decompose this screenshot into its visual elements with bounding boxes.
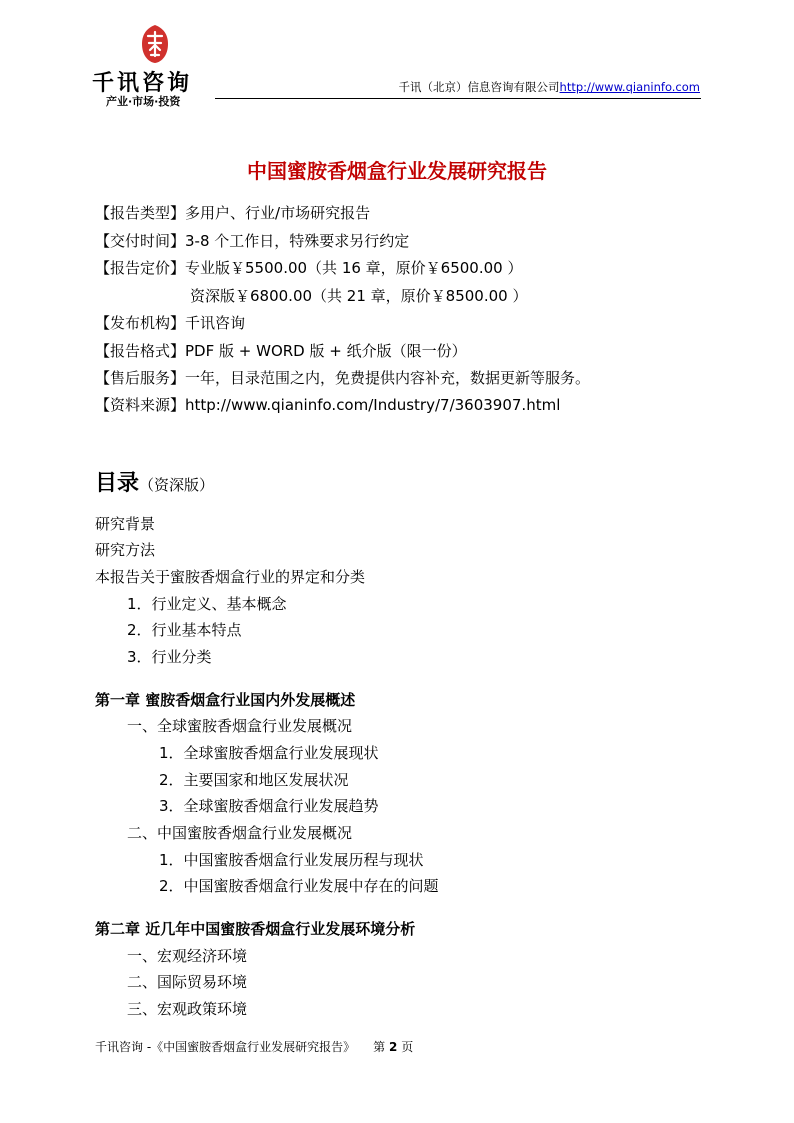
page-number (373, 1040, 413, 1054)
toc-item: 研究背景 (95, 515, 156, 533)
info-price (95, 258, 522, 278)
report-title: 中国蜜胺香烟盒行业发展研究报告 (247, 159, 547, 183)
page-num: 2 (389, 1040, 398, 1054)
info-value: 一年，目录范围之内，免费提供内容补充，数据更新等服务。 (185, 369, 591, 387)
info-label: 【报告格式】 (95, 342, 186, 360)
toc-item: 2．主要国家和地区发展状况 (159, 771, 349, 789)
info-value-deep: 资深版￥6800.00（共 21 章，原价￥8500.00 ） (190, 287, 528, 305)
toc-item: 1．全球蜜胺香烟盒行业发展现状 (159, 744, 379, 762)
toc-item: 1．中国蜜胺香烟盒行业发展历程与现状 (159, 851, 424, 869)
toc-item: 一、全球蜜胺香烟盒行业发展概况 (127, 717, 353, 735)
info-format (95, 341, 467, 361)
toc-heading (95, 466, 214, 497)
logo-name: 千讯咨询 (92, 71, 193, 96)
page-footer (95, 1038, 413, 1055)
toc-item: 一、宏观经济环境 (127, 947, 248, 965)
toc-item: 2．行业基本特点 (127, 621, 242, 639)
toc-item: 研究方法 (95, 541, 156, 559)
page-suffix: 页 (401, 1040, 414, 1054)
info-value: 3-8 个工作日，特殊要求另行约定 (185, 232, 410, 250)
info-value: 千讯咨询 (185, 314, 246, 332)
info-report-type (95, 203, 370, 223)
info-value: 多用户、行业/市场研究报告 (185, 204, 371, 222)
toc-title-suffix: （资深版） (139, 476, 215, 494)
info-label: 【报告定价】 (95, 259, 186, 277)
toc-title: 目录 (95, 471, 140, 496)
info-delivery (95, 231, 409, 251)
toc-item: 3．行业分类 (127, 648, 212, 666)
logo-slogan: 产业·市场·投资 (106, 95, 181, 108)
header-company (399, 79, 700, 95)
info-label: 【发布机构】 (95, 314, 186, 332)
company-url-link[interactable]: http://www.qianinfo.com (559, 80, 700, 94)
toc-item: 3．全球蜜胺香烟盒行业发展趋势 (159, 797, 379, 815)
info-label: 【报告类型】 (95, 204, 186, 222)
toc-item: 二、国际贸易环境 (127, 973, 248, 991)
toc-item: 本报告关于蜜胺香烟盒行业的界定和分类 (95, 568, 366, 586)
info-value: PDF 版 + WORD 版 + 纸介版（限一份） (185, 342, 467, 360)
info-publisher (95, 313, 245, 333)
info-label: 【交付时间】 (95, 232, 186, 250)
toc-item: 二、中国蜜胺香烟盒行业发展概况 (127, 824, 353, 842)
logo-seal-icon (141, 24, 169, 64)
info-service (95, 368, 590, 388)
info-label: 【售后服务】 (95, 369, 186, 387)
company-name: 千讯（北京）信息咨询有限公司 (398, 80, 560, 94)
info-label: 【资料来源】 (95, 396, 186, 414)
info-price-deep (190, 286, 527, 306)
toc-chapter: 第二章 近几年中国蜜胺香烟盒行业发展环境分析 (95, 920, 416, 938)
toc-chapter: 第一章 蜜胺香烟盒行业国内外发展概述 (95, 691, 356, 709)
info-value-pro: 专业版￥5500.00（共 16 章，原价￥6500.00 ） (185, 259, 523, 277)
page-prefix: 第 (373, 1040, 386, 1054)
header-divider (215, 98, 701, 99)
toc-item: 1．行业定义、基本概念 (127, 595, 287, 613)
toc-item: 2．中国蜜胺香烟盒行业发展中存在的问题 (159, 877, 439, 895)
source-link[interactable]: http://www.qianinfo.com/Industry/7/3603907.html (185, 396, 561, 414)
toc-item: 三、宏观政策环境 (127, 1000, 248, 1018)
footer-text: 千讯咨询 -《中国蜜胺香烟盒行业发展研究报告》 (95, 1040, 356, 1054)
info-source (95, 395, 560, 415)
